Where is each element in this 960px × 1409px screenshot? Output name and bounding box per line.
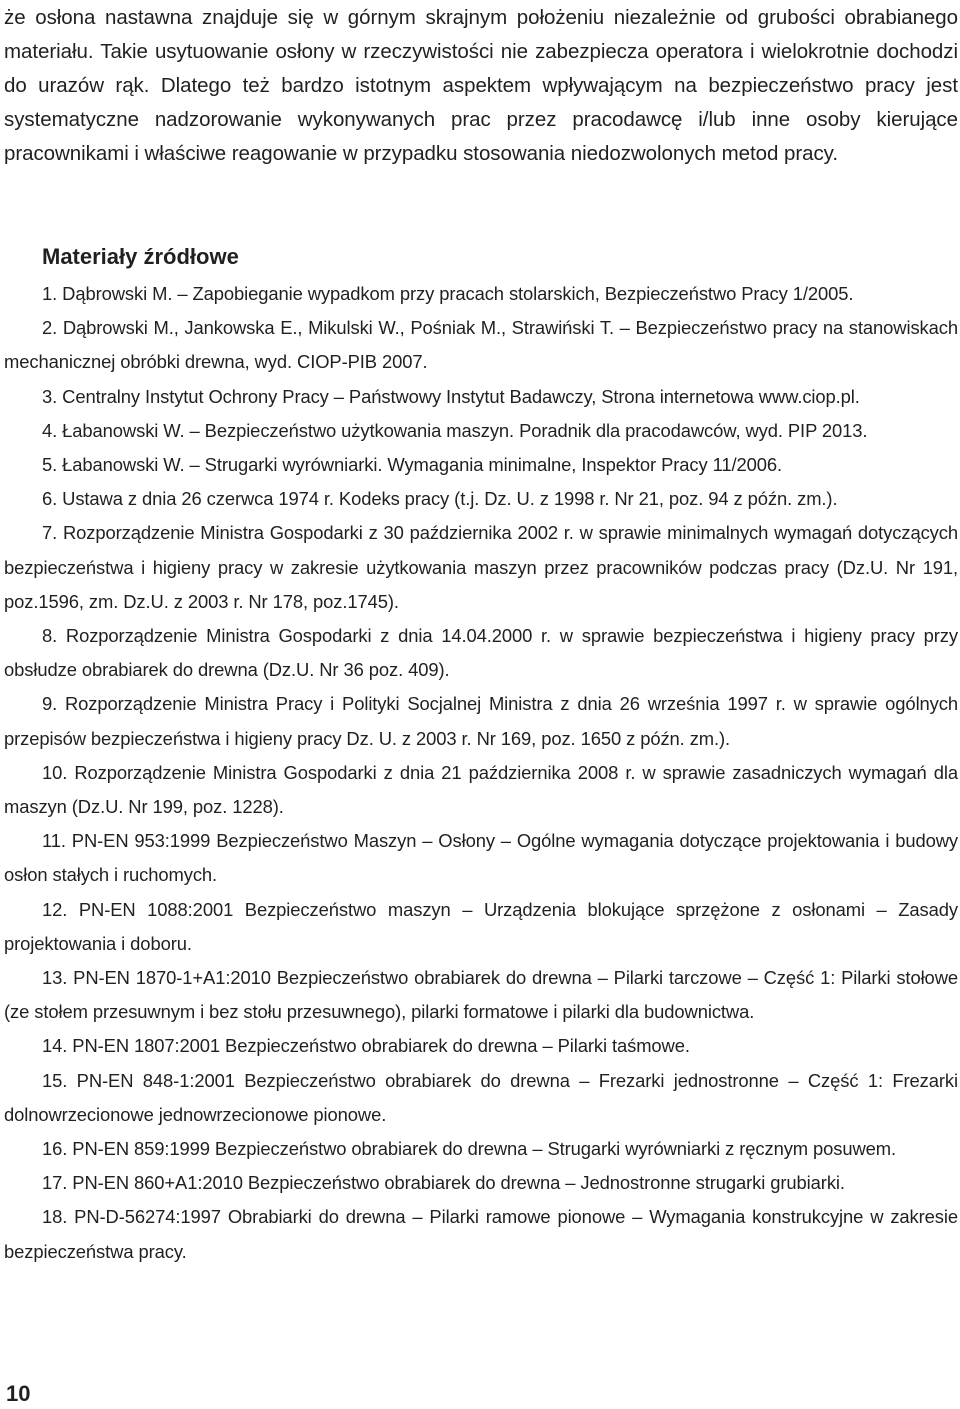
reference-item: 15. PN-EN 848-1:2001 Bezpieczeństwo obrabiarek do drewna – Frezarki jednostronne – Część 1: Frezarki dolnowrzecionowe jednowrzecionowe pionowe. [4,1069,958,1125]
reference-item: 16. PN-EN 859:1999 Bezpieczeństwo obrabiarek do drewna – Strugarki wyrówniarki z ręcznym posuwem. [42,1138,897,1160]
page-number: 10 [6,1381,31,1406]
reference-item: 18. PN-D-56274:1997 Obrabiarki do drewna – Pilarki ramowe pionowe – Wymagania konstrukcyjne w zakresie bezpieczeństwa pracy. [4,1206,958,1262]
references-list [4,277,958,1269]
reference-item: 10. Rozporządzenie Ministra Gospodarki z dnia 21 października 2008 r. w sprawie zasadniczych wymagań dla maszyn (Dz.U. Nr 199, poz. 1228). [4,761,958,818]
reference-item: 5. Łabanowski W. – Strugarki wyrówniarki. Wymagania minimalne, Inspektor Pracy 11/2006. [42,454,783,476]
reference-item: 11. PN-EN 953:1999 Bezpieczeństwo Maszyn – Osłony – Ogólne wymagania dotyczące projektowania i budowy osłon stałych i ruchomych. [4,830,958,886]
reference-item: 2. Dąbrowski M., Jankowska E., Mikulski W., Pośniak M., Strawiński T. – Bezpieczeństwo pracy na stanowiskach mechanicznej obróbki drewna, wyd. CIOP-PIB 2007. [4,317,958,373]
reference-item: 3. Centralny Instytut Ochrony Pracy – Państwowy Instytut Badawczy, Strona internetowa www.ciop.pl. [42,385,860,407]
reference-item: 17. PN-EN 860+A1:2010 Bezpieczeństwo obrabiarek do drewna – Jednostronne strugarki grubiarki. [42,1172,845,1194]
reference-item: 14. PN-EN 1807:2001 Bezpieczeństwo obrabiarek do drewna – Pilarki taśmowe. [42,1035,690,1057]
reference-item: 6. Ustawa z dnia 26 czerwca 1974 r. Kodeks pracy (t.j. Dz. U. z 1998 r. Nr 21, poz. 94 z późn. zm.). [42,488,838,510]
reference-item: 8. Rozporządzenie Ministra Gospodarki z dnia 14.04.2000 r. w sprawie bezpieczeństwa i higieny pracy przy obsłudze obrabiarek do drewna (Dz.U. Nr 36 poz. 409). [4,625,958,681]
document-page [4,0,958,1262]
reference-item: 1. Dąbrowski M. – Zapobieganie wypadkom przy pracach stolarskich, Bezpieczeństwo Pracy 1/2005. [42,283,854,304]
reference-item: 9. Rozporządzenie Ministra Pracy i Polityki Socjalnej Ministra z dnia 26 września 1997 r. w sprawie ogólnych przepisów bezpieczeństwa i higieny pracy Dz. U. z 2003 r. Nr 169, poz. 1650 z późn. zm.). [4,693,958,749]
intro-paragraph: że osłona nastawna znajduje się w górnym skrajnym położeniu niezależnie od grubości obrabianego materiału. Takie usytuowanie osłony w rzeczywistości nie zabezpiecza operatora i wielokrotnie dochodzi do urazów rąk. Dlatego też bardzo istotnym aspektem wpływającym na bezpieczeństwo pracy jest systematyczne nadzorowanie wykonywanych prac przez pracodawcę i/lub inne osoby kierujące pracownikami i właściwe reagowanie w przypadku stosowania niedozwolonych metod pracy. [4,6,958,165]
reference-item: 7. Rozporządzenie Ministra Gospodarki z 30 października 2002 r. w sprawie minimalnych wymagań dotyczących bezpieczeństwa i higieny pracy w zakresie użytkowania maszyn przez pracowników podczas pracy (Dz.U. Nr 191, poz.1596, zm. Dz.U. z 2003 r. Nr 178, poz.1745). [4,522,958,612]
reference-item: 12. PN-EN 1088:2001 Bezpieczeństwo maszyn – Urządzenia blokujące sprzężone z osłonami – Zasady projektowania i doboru. [4,898,958,954]
reference-item: 13. PN-EN 1870-1+A1:2010 Bezpieczeństwo obrabiarek do drewna – Pilarki tarczowe – Część 1: Pilarki stołowe (ze stołem przesuwnym i bez stołu przesuwnego), pilarki formatowe i pilarki dla budownictwa. [4,967,958,1023]
reference-item: 4. Łabanowski W. – Bezpieczeństwo użytkowania maszyn. Poradnik dla pracodawców, wyd. PIP 2013. [42,419,868,441]
sources-heading: Materiały źródłowe [42,244,239,269]
